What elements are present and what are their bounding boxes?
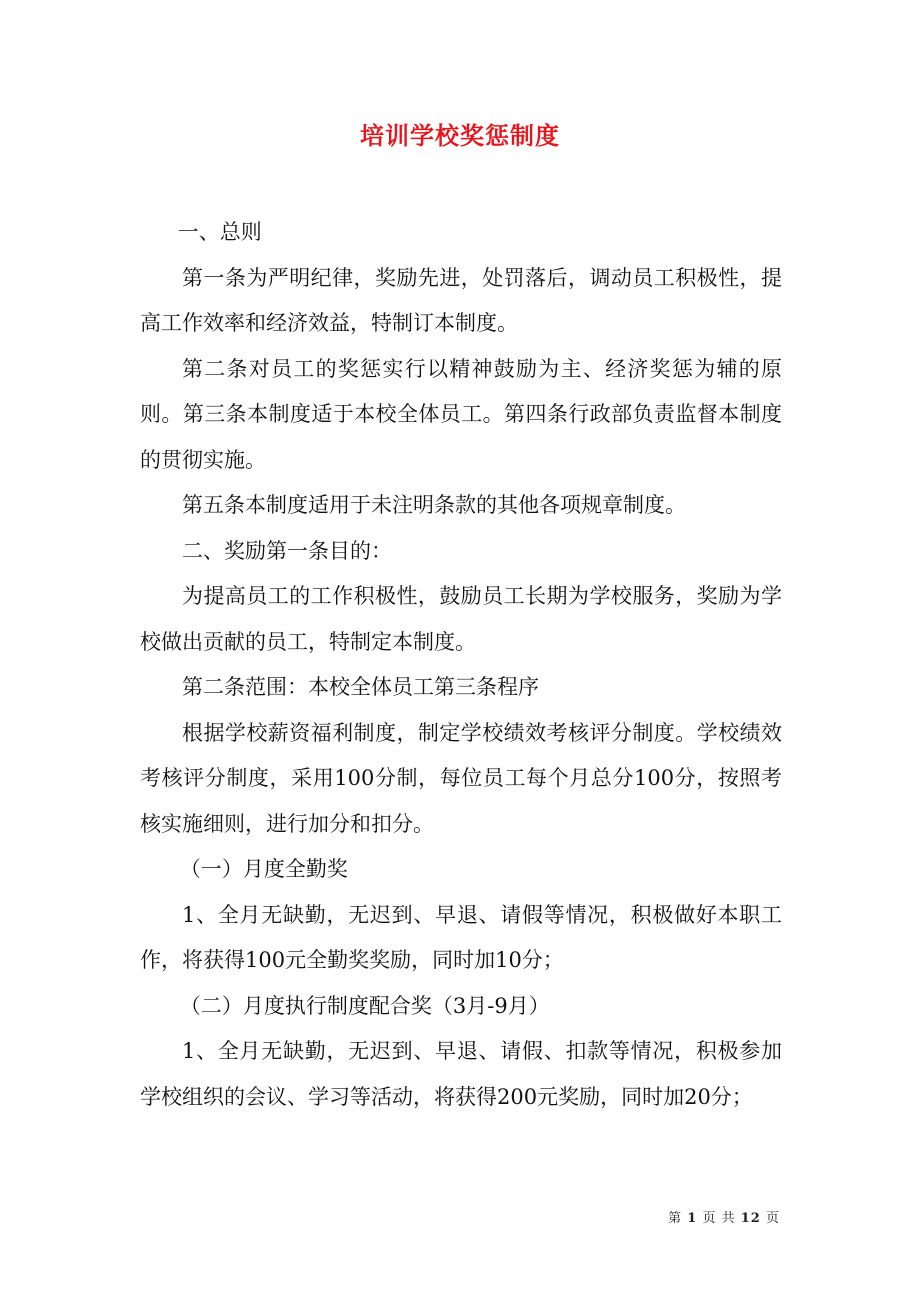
footer-middle: 页 共 [702,1211,736,1226]
paragraph: 1、全月无缺勤，无迟到、早退、请假等情况，积极做好本职工作，将获得100元全勤奖奖励，同时加10分； [140,902,782,972]
paragraph: 为提高员工的工作积极性，鼓励员工长期为学校服务，奖励为学校做出贡献的员工，特制定本制度。 [140,584,782,654]
subsection-heading: （二）月度执行制度配合奖（3月-9月） [179,993,550,1018]
current-page-number: 1 [687,1211,698,1226]
paragraph: 第二条范围：本校全体员工第三条程序 [182,675,539,699]
paragraph: 1、全月无缺勤，无迟到、早退、请假、扣款等情况，积极参加学校组织的会议、学习等活动，将获得200元奖励，同时加20分； [140,1039,782,1109]
footer-suffix: 页 [765,1211,780,1226]
section-heading: 二、奖励第一条目的： [182,538,392,563]
paragraph: 第二条对员工的奖惩实行以精神鼓励为主、经济奖惩为辅的原则。第三条本制度适于本校全体员工。第四条行政部负责监督本制度的贯彻实施。 [140,356,782,472]
paragraph: 第一条为严明纪律，奖励先进，处罚落后，调动员工积极性，提高工作效率和经济效益，特制订本制度。 [140,265,782,335]
subsection-heading: （一）月度全勤奖 [179,857,348,881]
document-title: 培训学校奖惩制度 [360,121,560,150]
footer-prefix: 第 [668,1211,683,1226]
document-body [140,210,782,1120]
page-footer [668,1207,780,1226]
section-heading: 一、总则 [177,220,262,244]
paragraph: 第五条本制度适用于未注明条款的其他各项规章制度。 [182,493,686,517]
paragraph: 根据学校薪资福利制度，制定学校绩效考核评分制度。学校绩效考核评分制度，采用100分制，每位员工每个月总分100分，按照考核实施细则，进行加分和扣分。 [140,720,782,836]
total-page-number: 12 [740,1211,761,1226]
